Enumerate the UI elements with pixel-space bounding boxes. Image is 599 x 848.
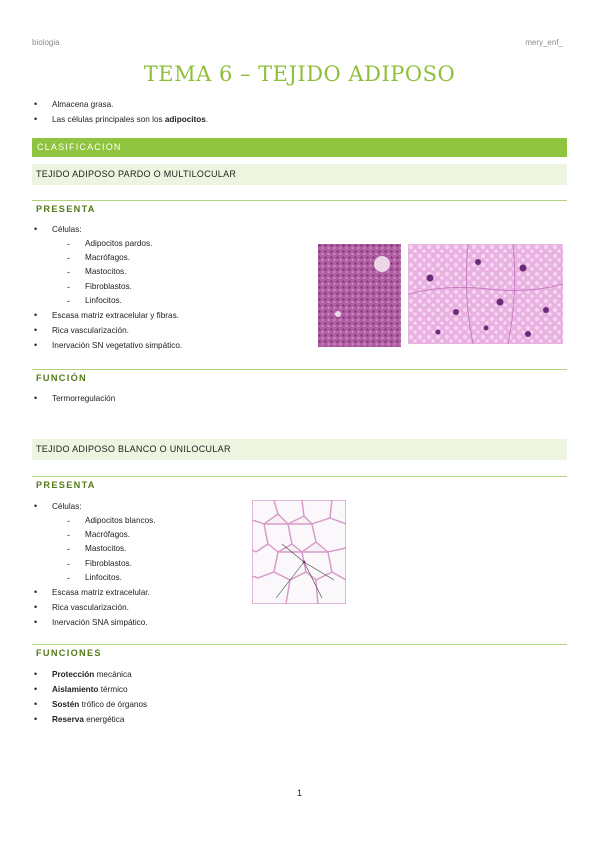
list-item: • Rica vascularización. <box>33 323 313 338</box>
funciones-list <box>33 667 147 727</box>
list-item <box>33 667 147 682</box>
list-item-text: trófico de órganos <box>79 700 148 709</box>
list-item <box>33 712 147 727</box>
list-item-text: mecánica <box>94 670 132 679</box>
list-item: - Mastocitos. <box>67 542 253 556</box>
list-item: • Almacena grasa. <box>33 97 208 112</box>
page-number: 1 <box>296 788 302 798</box>
pardo-presenta-content <box>33 222 313 353</box>
list-item-text: Células: <box>52 225 82 234</box>
list-item: • Rica vascularización. <box>33 600 253 615</box>
list-item-text: Células: <box>52 502 82 511</box>
list-item: - Fibroblastos. <box>67 557 253 571</box>
classification-bar: CLASIFICACION <box>32 138 567 157</box>
blanco-cells-list <box>67 514 253 585</box>
list-item: - Macrófagos. <box>67 251 313 265</box>
header-left: biologia <box>32 38 60 47</box>
blanco-presenta-content <box>33 499 253 630</box>
list-item-bold: Aislamiento <box>52 685 99 694</box>
section-band-pardo: TEJIDO ADIPOSO PARDO O MULTILOCULAR <box>32 164 567 185</box>
list-item <box>33 222 313 308</box>
section-heading-funciones: FUNCIONES <box>32 644 567 658</box>
list-item: • Escasa matriz extracelular. <box>33 585 253 600</box>
page-title: TEMA 6 – TEJIDO ADIPOSO <box>143 62 456 86</box>
header-right: mery_enf_ <box>525 38 563 47</box>
list-item: - Macrófagos. <box>67 528 253 542</box>
list-item: - Adipocitos pardos. <box>67 237 313 251</box>
section-heading-presenta-blanco: PRESENTA <box>32 476 567 490</box>
list-item-bold: Sostén <box>52 700 80 709</box>
list-item: - Fibroblastos. <box>67 280 313 294</box>
list-item-text: . <box>205 115 209 124</box>
pardo-list <box>33 222 313 353</box>
list-item: - Linfocitos. <box>67 571 253 585</box>
list-item-text: térmico <box>98 685 128 694</box>
funcion-list <box>33 391 115 406</box>
section-heading-funcion: FUNCIÓN <box>32 369 567 383</box>
list-item: • Inervación SNA simpático. <box>33 615 253 630</box>
list-item-bold: adipocitos <box>164 115 206 124</box>
list-item-text: Las células principales son los <box>52 115 165 124</box>
pardo-cells-list <box>67 237 313 308</box>
list-item: - Adipocitos blancos. <box>67 514 253 528</box>
list-item: • Inervación SN vegetativo simpático. <box>33 338 313 353</box>
list-item: - Mastocitos. <box>67 265 313 279</box>
list-item-text: energética <box>83 715 125 724</box>
histology-image-brown-fat-low <box>318 244 401 347</box>
section-heading-presenta: PRESENTA <box>32 200 567 214</box>
section-band-blanco: TEJIDO ADIPOSO BLANCO O UNILOCULAR <box>32 439 567 460</box>
list-item: • Termorregulación <box>33 391 115 406</box>
list-item-bold: Reserva <box>52 715 84 724</box>
list-item <box>33 112 208 127</box>
intro-list <box>33 97 208 127</box>
histology-image-white-fat <box>252 500 346 604</box>
list-item <box>33 682 147 697</box>
list-item-bold: Protección <box>52 670 95 679</box>
list-item: • Escasa matriz extracelular y fibras. <box>33 308 313 323</box>
histology-image-brown-fat-high <box>408 244 563 344</box>
list-item <box>33 499 253 585</box>
list-item: - Linfocitos. <box>67 294 313 308</box>
list-item <box>33 697 147 712</box>
blanco-list <box>33 499 253 630</box>
